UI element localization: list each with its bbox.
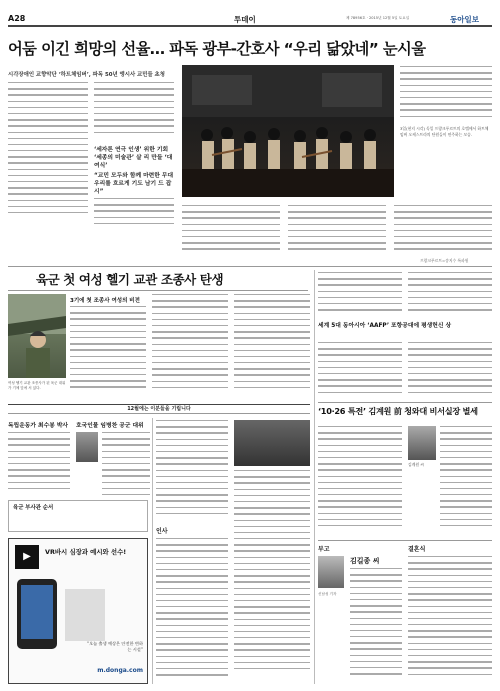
obituary-band-label: 12월에는 이분들을 기립니다 [127, 406, 191, 412]
right-obit-body [350, 568, 402, 684]
middle-col-body [234, 470, 310, 684]
right-body-2a [318, 426, 402, 536]
appointments-body [156, 538, 228, 684]
lead-body-col1 [8, 82, 88, 220]
lead-divider [8, 266, 492, 267]
right-body-2b [440, 426, 492, 536]
app-ad-phone-illustration [17, 579, 107, 649]
second-subhead: 3기에 첫 조종사 여성의 비전 [70, 298, 140, 304]
brand-logo: 동아일보 [450, 15, 479, 24]
appointments-title: 인사 [156, 528, 168, 535]
box-section-title: 육군 부사관 순서 [13, 505, 54, 511]
obituary-band [8, 404, 310, 414]
app-ad-logo: ▶ [15, 545, 39, 569]
right-body-1a [318, 342, 402, 398]
right-body-1b [408, 342, 492, 398]
second-headline: 육군 첫 여성 헬기 교관 조종사 탄생 [36, 272, 224, 287]
second-photo [8, 294, 66, 378]
right-obit-credit: 신남성 기자 [318, 592, 337, 596]
second-rule [8, 290, 308, 291]
right-top-col2 [408, 272, 492, 316]
pilot-illustration [8, 294, 66, 378]
right-wedding-title: 결혼식 [408, 546, 426, 553]
page-number: A28 [8, 14, 26, 23]
right-obit-title: 부고 [318, 546, 330, 553]
right-wedding-body [408, 556, 492, 684]
lead-body-col5 [394, 205, 492, 261]
lead-body-col2 [94, 82, 174, 140]
column-divider-1 [152, 418, 153, 684]
lead-photo-caption [400, 66, 492, 122]
right-divider-1 [318, 402, 492, 403]
right-obit-name: 김길종 씨 [350, 557, 380, 565]
obit-col1-title: 독립운동가 최수봉 박사 [8, 423, 69, 429]
app-ad-url[interactable]: m.donga.com [97, 667, 143, 674]
lead-body-col2b [94, 198, 174, 238]
obit-col1-body [8, 432, 70, 494]
second-body-col2 [152, 294, 228, 398]
edition-info: 제 78956호 · 2015년 12월 5일 토요일 [346, 16, 410, 20]
orchestra-illustration [182, 65, 394, 197]
lead-subtitle: 시각장애인 교향악단 ‘하트체임버’, 파독 50년 앵시사 교민들 초청 [8, 72, 165, 78]
right-headline-2: ‘10·26 특전’ 김계원 前 청와대 비서실장 별세 [318, 406, 478, 416]
obit-col2-photo [76, 432, 98, 462]
app-ad-box [8, 538, 148, 684]
lead-pullquote-1: ‘세자론 연극 인생’ 위한 기회 ‘세종의 미술관’ 살 리 만들 ‘대여식’ [94, 147, 173, 169]
middle-photo [234, 420, 310, 466]
lead-photo-caption-text: 3일(현지 시각) 독일 프랑크푸르트의 호텔에서 하트체임버 오케스트라의 단원들이 연주하는 모습. [400, 126, 489, 137]
obit-col2-body [102, 432, 150, 498]
obit-col3-body [156, 420, 228, 520]
right-headline-1: 세계 5대 동아시아 ‘AAFP’ 포항공대에 평생헌신 상 [318, 323, 452, 329]
column-divider-2 [314, 270, 315, 684]
second-photo-caption: 여성 헬기 교관 조종사가 된 육군 대위가 기체 앞에 서 있다. [8, 381, 66, 390]
obit-col2-title: 호국인물 임병찬 공군 대위 [76, 423, 144, 429]
lead-body-col3 [182, 205, 280, 261]
right-top-col1 [318, 272, 402, 316]
lead-body-col4 [288, 205, 386, 261]
lead-photo [182, 65, 394, 197]
app-ad-title: VR바시 심장과 예시와 선수! [45, 548, 127, 556]
section-name: 투데이 [234, 15, 256, 24]
obit-portrait [318, 556, 344, 588]
app-ad-sub: “오늘 출생 예상은 안전한 변하는 시설” [86, 641, 143, 652]
box-section [8, 500, 148, 532]
right-divider-2 [318, 540, 492, 541]
second-body-col1 [70, 306, 146, 398]
kim-name-label: 김계원 씨 [408, 462, 424, 467]
masthead-rule [8, 25, 492, 27]
kim-portrait [408, 426, 436, 460]
second-body-col3 [234, 294, 310, 398]
lead-byline: 프랑크푸르트=송지수 특파원 [420, 258, 469, 263]
lead-pullquote-2: “교민 모두와 함께 마련한 무대 우리를 흐르게 기도 남기 드 잡시” [94, 173, 174, 195]
lead-headline: 어둠 이긴 희망의 선율… 파독 광부-간호사 “우리 닮았네” 눈시울 [8, 40, 426, 58]
